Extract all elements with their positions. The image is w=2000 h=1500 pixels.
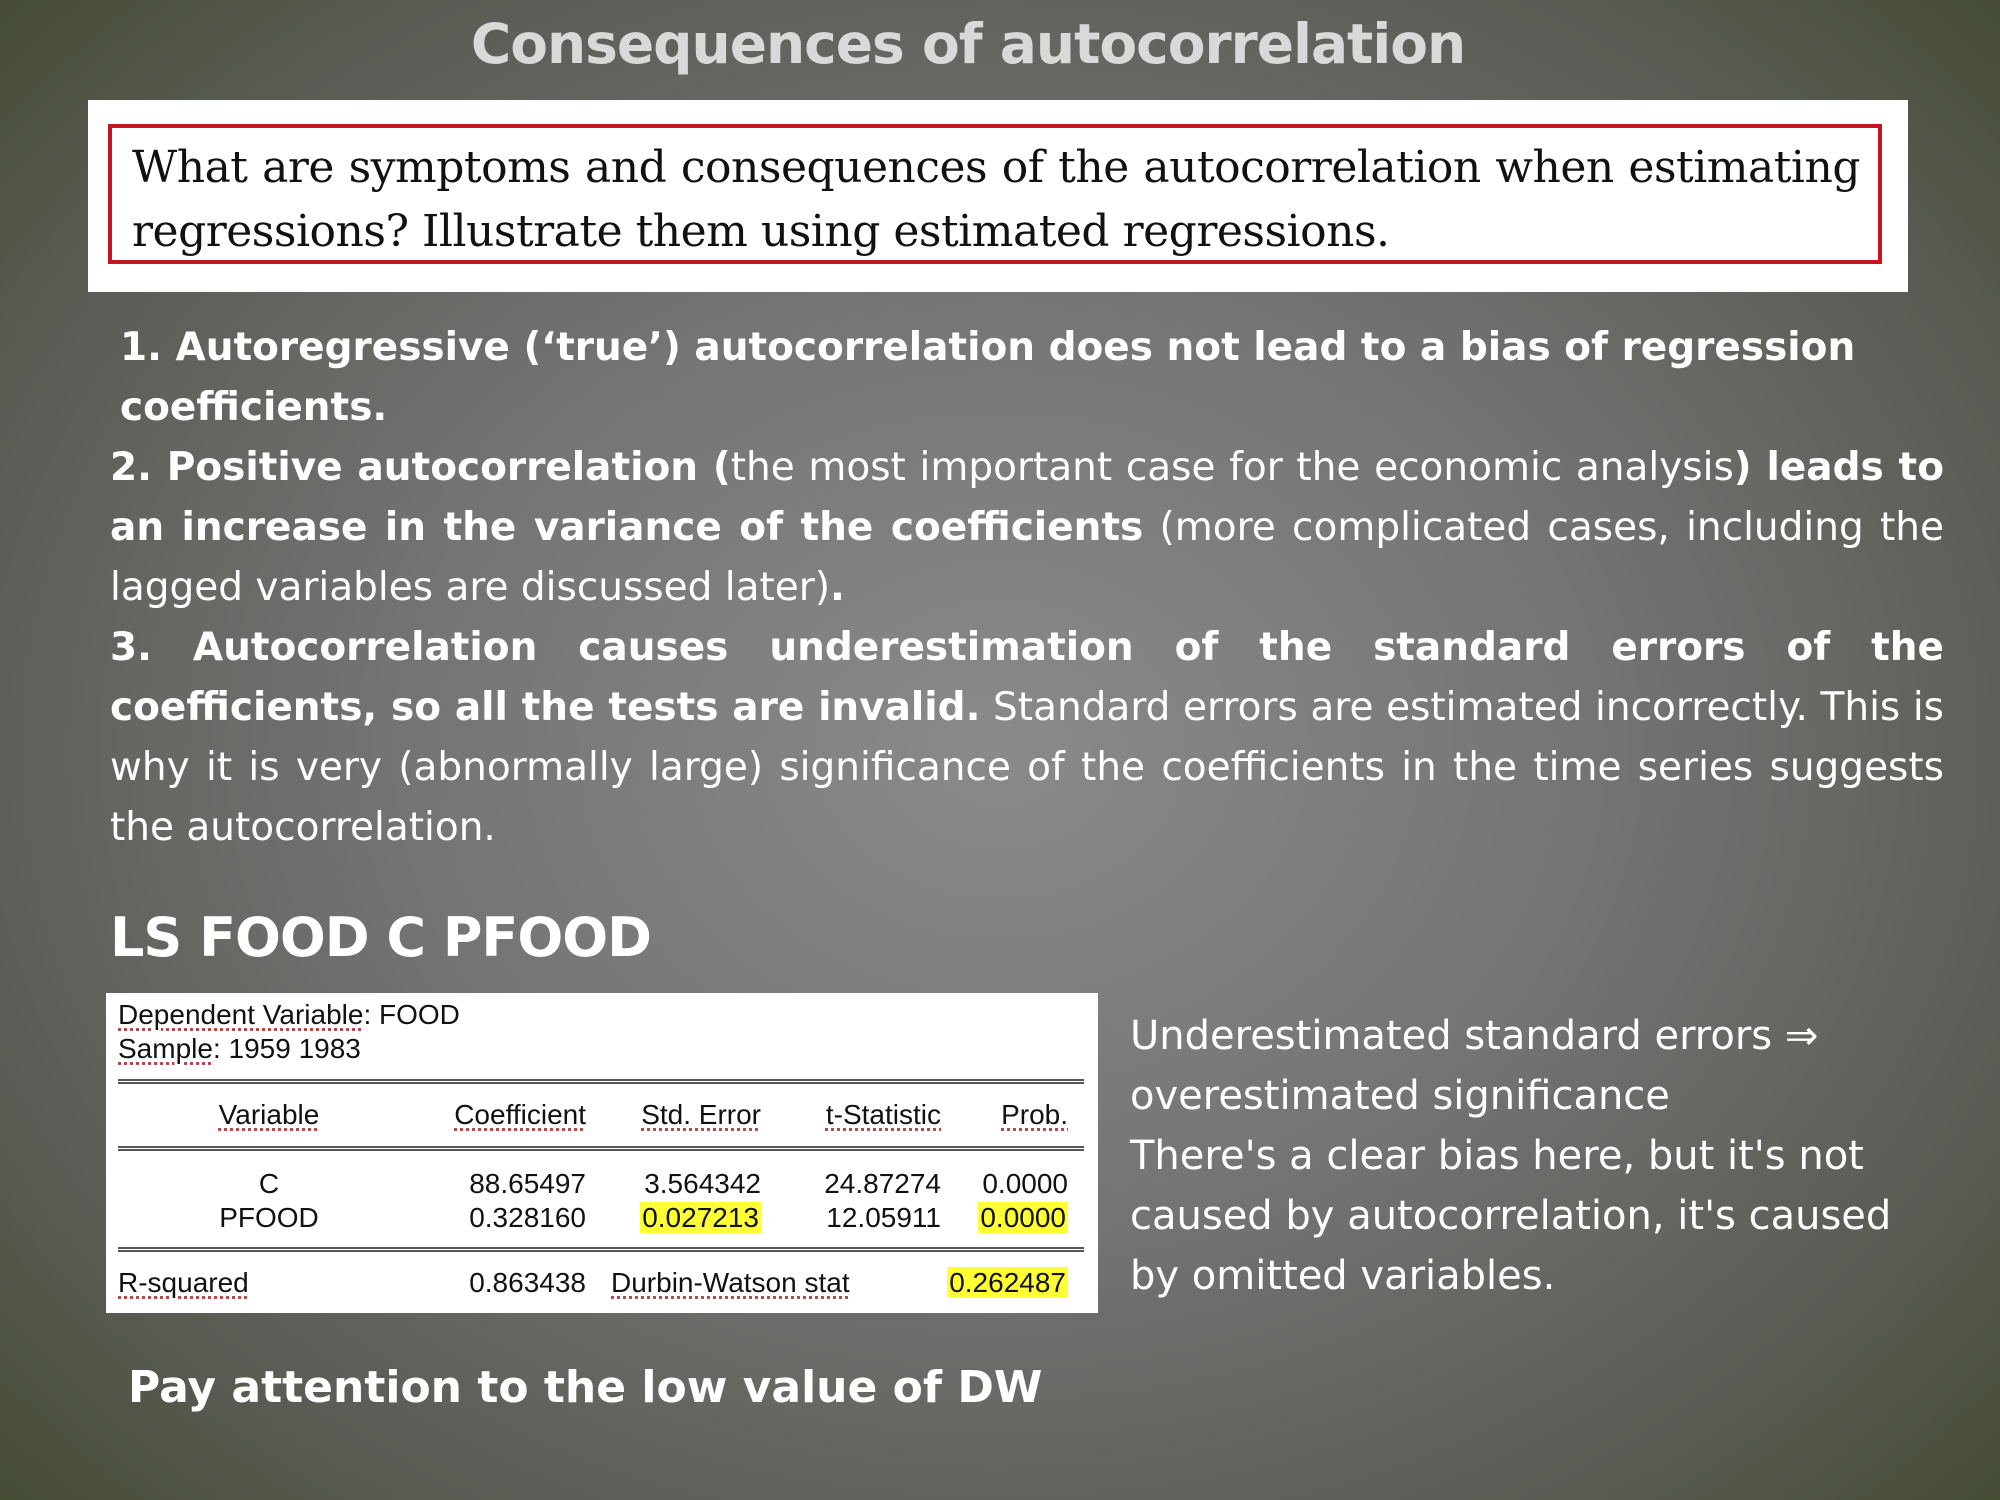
point-1-text: 1. Autoregressive (‘true’) autocorrelation does not lead to a bias of regression coefficients. (120, 325, 1856, 430)
point-2-normal-b: (more complicated cases, including the lagged variables are discussed later) (110, 505, 1944, 610)
header-t-statistic: t-Statistic (825, 1099, 941, 1130)
point-3-bold: 3. Autocorrelation causes underestimation of the standard errors of the coefficients, so all the tests are invalid. (110, 625, 1944, 730)
point-2-bold-c: . (830, 565, 845, 610)
dep-var-value: : FOOD (363, 999, 460, 1030)
sample-label: Sample (118, 1033, 213, 1064)
row-coefficient: 0.328160 (469, 1202, 586, 1233)
header-variable: Variable (218, 1099, 320, 1130)
header-coefficient: Coefficient (454, 1099, 586, 1130)
question-box (88, 100, 1908, 292)
footer-note: Pay attention to the low value of DW (128, 1362, 1043, 1413)
table-rule-bottom (118, 1247, 1084, 1252)
side-note-line-1: Underestimated standard errors ⇒ overestimated significance (1130, 1013, 1819, 1119)
table-rule-top (118, 1079, 1084, 1084)
row-prob-cell (966, 1202, 1068, 1234)
durbin-watson-label: Durbin-Watson stat (611, 1267, 850, 1298)
question-text: What are symptoms and consequences of the autocorrelation when estimating regressions? Illustrate them using estimated regressions. (108, 124, 1882, 264)
side-note-line-2: There's a clear bias here, but it's not caused by autocorrelation, it's caused by omitted variables. (1130, 1133, 1892, 1299)
row-prob-highlighted: 0.0000 (980, 1202, 1066, 1233)
sample-line (118, 1033, 361, 1065)
point-2-normal-a: the most important case for the economic analysis (730, 445, 1734, 490)
key-points (110, 318, 1944, 858)
point-2-bold-b: ) leads to an increase in the variance of the coefficients (110, 445, 1944, 550)
header-std-error: Std. Error (641, 1099, 761, 1130)
point-2-bold-a: 2. Positive autocorrelation ( (110, 445, 731, 490)
regression-output-table (106, 993, 1098, 1313)
header-prob: Prob. (1001, 1099, 1068, 1130)
point-1 (110, 318, 1944, 438)
side-note (1130, 1006, 1950, 1306)
row-std-error-cell (611, 1202, 761, 1234)
dependent-variable-line (118, 999, 460, 1031)
row-std-error-highlighted: 0.027213 (642, 1202, 759, 1233)
table-rule-mid (118, 1146, 1084, 1151)
durbin-watson-cell (926, 1267, 1068, 1299)
r-squared-value: 0.863438 (469, 1267, 586, 1298)
point-3-normal: Standard errors are estimated incorrectly. This is why it is very (abnormally large) significance of the coefficients in the time series suggests the autocorrelation. (110, 685, 1944, 850)
slide-title: Consequences of autocorrelation (470, 12, 1466, 76)
dep-var-label: Dependent Variable (118, 999, 364, 1030)
row-prob: 0.0000 (982, 1168, 1068, 1199)
row-t-statistic: 12.05911 (826, 1202, 941, 1233)
row-coefficient: 88.65497 (469, 1168, 586, 1199)
r-squared-label: R-squared (118, 1267, 249, 1298)
ls-command-heading: LS FOOD C PFOOD (110, 906, 651, 969)
durbin-watson-value: 0.262487 (949, 1267, 1066, 1298)
row-t-statistic: 24.87274 (824, 1168, 941, 1199)
row-variable: PFOOD (219, 1202, 319, 1233)
row-variable: C (258, 1168, 280, 1199)
point-2 (110, 438, 1944, 618)
row-std-error: 3.564342 (644, 1168, 761, 1199)
sample-value: : 1959 1983 (212, 1033, 361, 1064)
point-3 (110, 618, 1944, 858)
